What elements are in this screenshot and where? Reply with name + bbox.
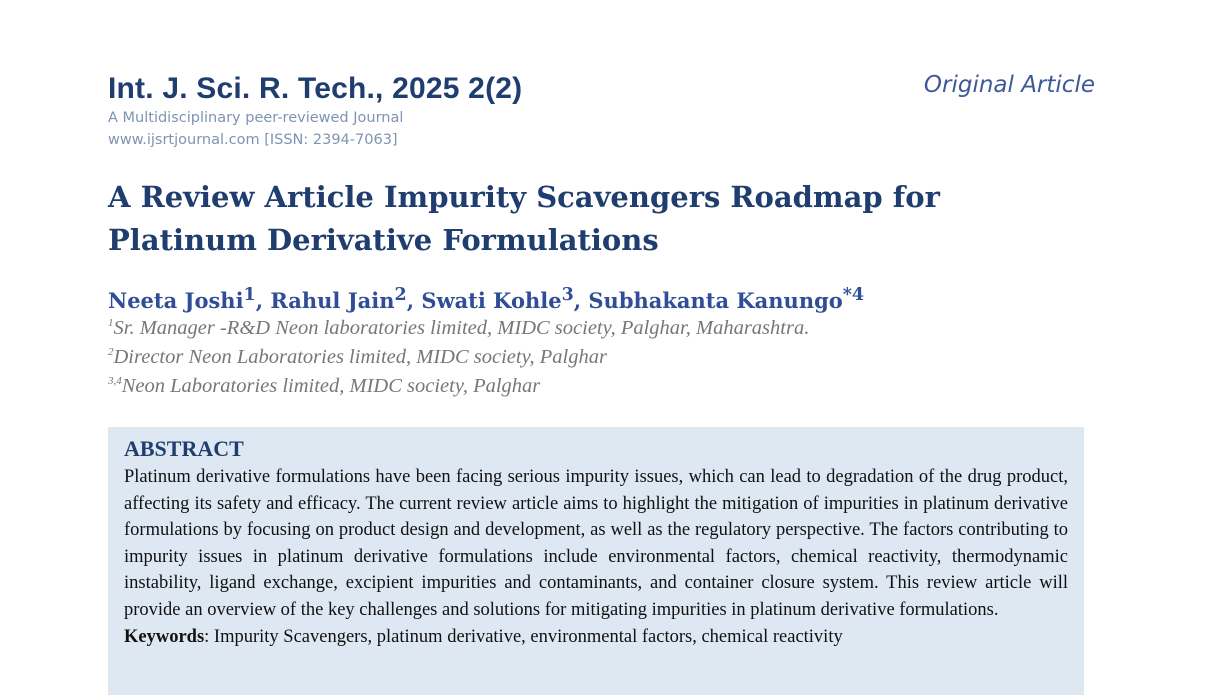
abstract-body: Platinum derivative formulations have been facing serious impurity issues, which can lead to degradation of the drug product, affecting its safety and efficacy. The current review article aims to highlight the mitigation of impurities in platinum derivative formulations by focusing on product design and development, as well as the regulatory perspective. The factors contributing to impurity issues in platinum derivative formulations include environmental factors, chemical reactivity, thermodynamic instability, ligand exchange, excipient impurities and contaminants, and container closure system. This review article will provide an overview of the key challenges and solutions for mitigating impurities in platinum derivative formulations. [124,467,1068,620]
author-name: Swati Kohle [421,288,562,313]
affiliation-text: Director Neon Laboratories limited, MIDC society, Palghar [113,346,607,368]
affiliation-mark: 2 [108,346,114,359]
author-name: Neeta Joshi [108,288,244,313]
affiliation-mark: 3,4 [108,375,122,388]
keywords-label: Keywords [124,626,205,647]
author-mark: 2 [394,285,407,305]
author-name: Rahul Jain [270,288,395,313]
affiliation-text: Sr. Manager -R&D Neon laboratories limited, MIDC society, Palghar, Maharashtra. [113,317,810,339]
affiliation [108,317,809,340]
author-list: Neeta Joshi$^1$, Rahul Jain$^2$, Swati Kohle$^3$, Subhakanta Kanungo$^{*4}$ [108,285,865,313]
affiliation [108,375,540,398]
abstract-heading: ABSTRACT [124,436,244,461]
affiliation-mark: 1 [108,317,114,330]
author-name: Subhakanta Kanungo [588,288,843,313]
affiliation [108,346,607,369]
author-mark: 3 [561,285,574,305]
keywords-line [124,624,1068,651]
paper-title: A Review Article Impurity Scavengers Roadmap for Platinum Derivative Formulations [108,180,940,257]
journal-title: Int. J. Sci. R. Tech., 2025 2(2) [108,72,523,105]
keywords-text: : Impurity Scavengers, platinum derivative, environmental factors, chemical reactivity [204,626,843,647]
author-mark: *4 [842,285,865,305]
journal-website[interactable]: www.ijsrtjournal.com [ISSN: 2394-7063] [108,132,398,148]
affiliation-text: Neon Laboratories limited, MIDC society, Palghar [121,375,541,397]
author-mark: 1 [243,285,256,305]
article-type-label: Original Article [923,72,1095,98]
abstract-box [108,427,1084,695]
journal-subtitle: A Multidisciplinary peer-reviewed Journal [108,110,404,126]
